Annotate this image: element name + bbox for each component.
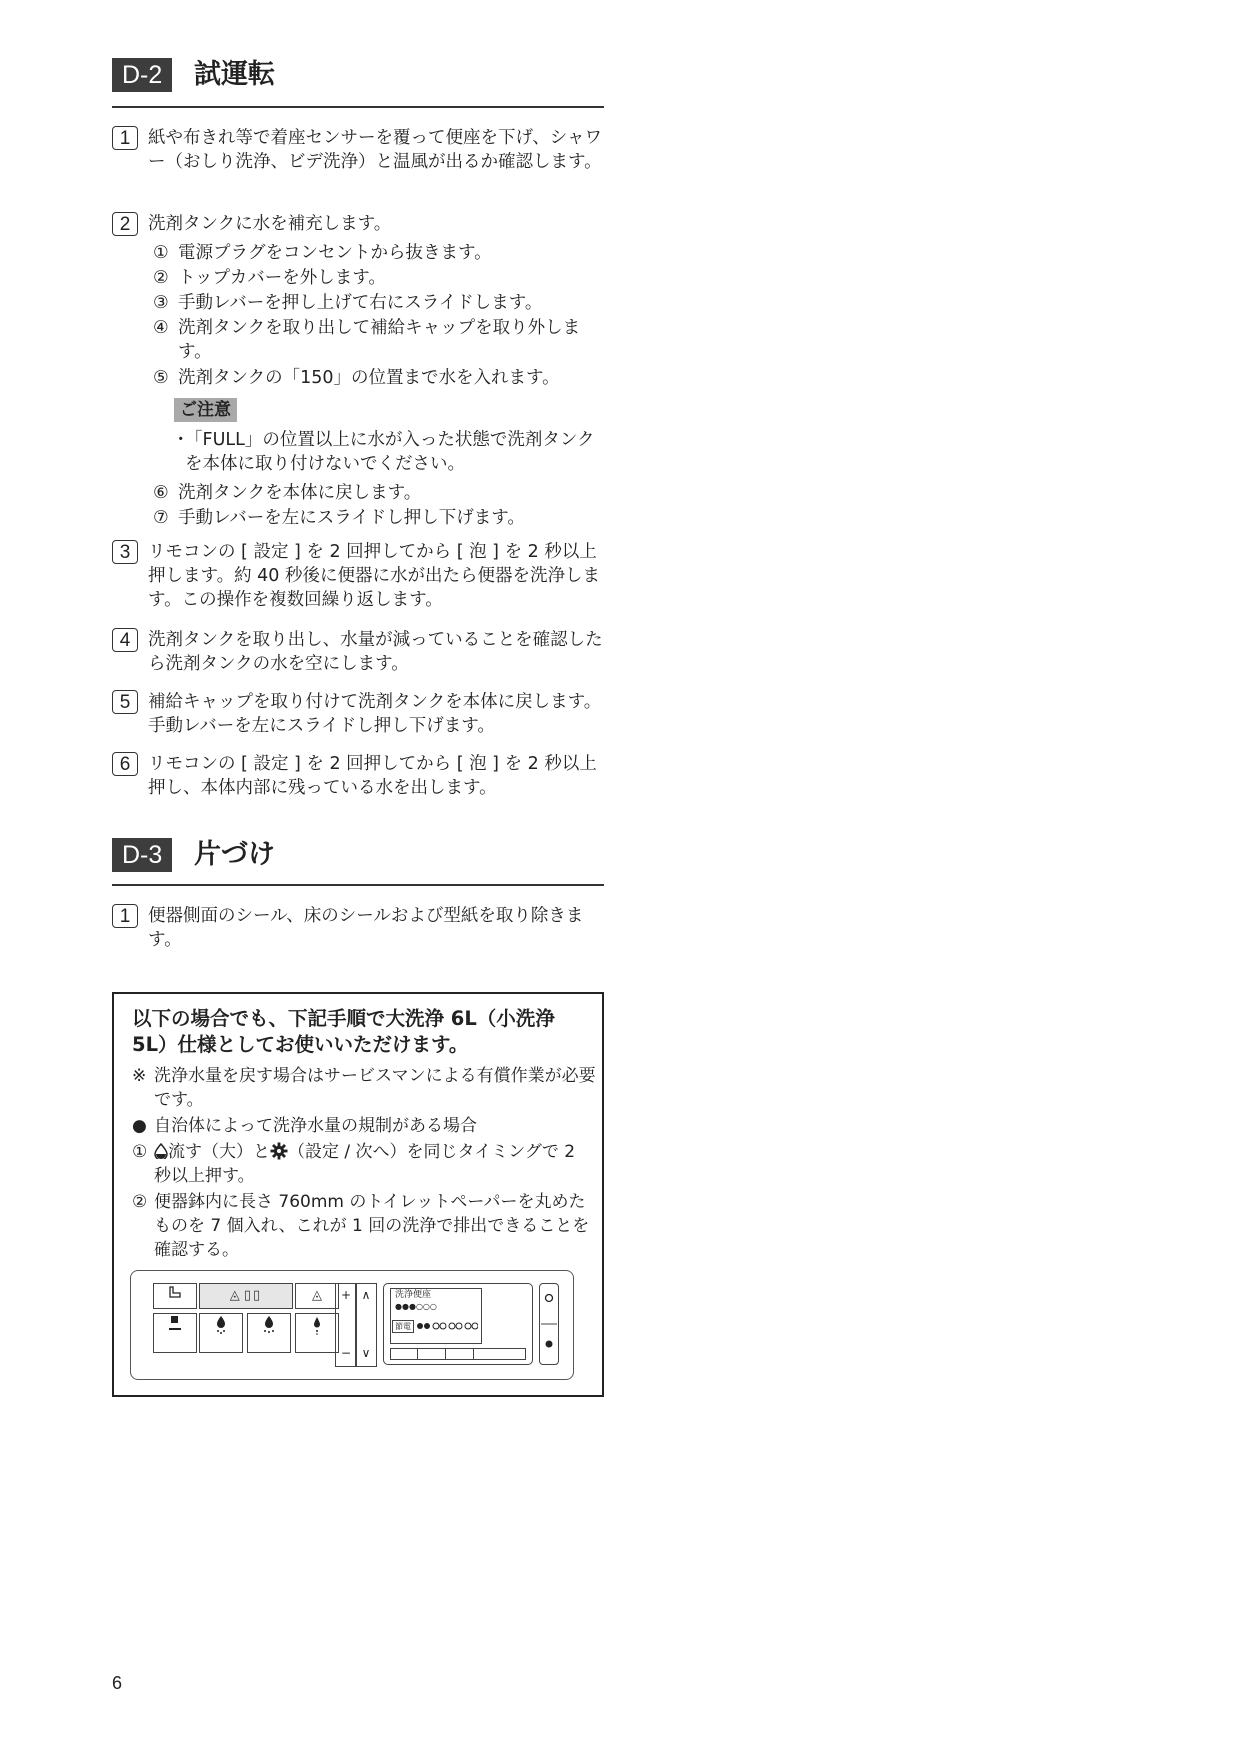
notice-step-text: 便器鉢内に長さ 760mm のトイレットペーパーを丸めたものを 7 個入れ、これが 1 回の洗浄で排出できることを確認する。 <box>154 1192 590 1260</box>
step-5 <box>112 690 608 738</box>
flush-small-button <box>295 1283 339 1309</box>
substep-marker: ⑥ <box>153 483 169 503</box>
display-dots: ●●●○○○ <box>395 1302 437 1311</box>
substep <box>153 366 608 390</box>
power-icon <box>540 1284 558 1364</box>
substep <box>153 506 608 530</box>
substep-marker: ④ <box>153 318 169 338</box>
section-title: 片づけ <box>194 839 275 870</box>
substep-marker: ① <box>153 243 169 263</box>
display-title: 洗浄便座 <box>395 1290 432 1300</box>
plus-label: + <box>340 1288 352 1302</box>
page-number: 6 <box>112 1673 123 1693</box>
panel-button-row <box>390 1348 526 1360</box>
notice-box <box>112 992 604 1397</box>
step-text: 補給キャップを取り付けて洗剤タンクを本体に戻します。手動レバーを左にスライドし押し下げます。 <box>148 692 602 736</box>
divider <box>417 1349 418 1359</box>
substep-text: トップカバーを外します。 <box>178 268 386 288</box>
caution-bullet <box>172 428 608 476</box>
step-1 <box>112 126 608 174</box>
step-text: 洗剤タンクを取り出し、水量が減っていることを確認したら洗剤タンクの水を空にします。 <box>148 630 603 674</box>
substep <box>153 241 608 265</box>
display-area <box>390 1288 482 1344</box>
water-drop-icon <box>154 1143 168 1159</box>
power-save-label: 節電 <box>392 1320 414 1333</box>
caution-text: 「FULL」の位置以上に水が入った状態で洗剤タンクを本体に取り付けないでください。 <box>185 430 595 474</box>
substep <box>153 291 608 315</box>
substep <box>153 316 608 364</box>
step-number: 2 <box>112 212 138 236</box>
note-text: 洗浄水量を戻す場合はサービスマンによる有償作業が必要です。 <box>154 1066 596 1110</box>
side-buttons <box>539 1283 559 1365</box>
step-marker: ① <box>132 1142 148 1162</box>
flush-bars-icon: ▯▯ <box>243 1288 263 1303</box>
divider <box>445 1349 446 1359</box>
gear-icon <box>270 1142 288 1160</box>
substep-marker: ③ <box>153 293 169 313</box>
notice-note <box>132 1064 597 1112</box>
down-label: ∨ <box>361 1346 371 1360</box>
step-4 <box>112 628 608 676</box>
notice-step-text-a: 流す（大）と <box>168 1142 270 1162</box>
case-marker: ● <box>132 1116 147 1136</box>
step-text: 便器側面のシール、床のシールおよび型紙を取り除きます。 <box>148 906 584 950</box>
step-text: 紙や布きれ等で着座センサーを覆って便座を下げ、シャワー（おしり洗浄、ビデ洗浄）と温風が出るか確認します。 <box>148 128 602 172</box>
flush-large-button <box>199 1283 293 1309</box>
step-number: 5 <box>112 690 138 714</box>
lid-icon <box>167 1285 183 1299</box>
divider <box>473 1349 474 1359</box>
flush-large-icon: ◬ <box>229 1288 240 1303</box>
up-label: ∧ <box>361 1288 371 1302</box>
shower-icon <box>213 1314 229 1336</box>
soft-shower-button <box>247 1313 291 1353</box>
notice-case <box>132 1114 597 1138</box>
pressure-adjust-button <box>335 1283 357 1367</box>
section-number: D-3 <box>112 838 172 872</box>
section-title: 試運転 <box>194 59 275 90</box>
notice-step-text-b: （設定 / 次へ）を同じタイミングで 2 秒以上押す。 <box>154 1142 576 1186</box>
substep-text: 手動レバーを左にスライドし押し下げます。 <box>178 508 525 528</box>
step-2 <box>112 212 608 236</box>
caution-badge: ご注意 <box>174 398 237 422</box>
substep-text: 洗剤タンクを取り出して補給キャップを取り外します。 <box>178 318 581 362</box>
stop-button <box>153 1313 197 1353</box>
minus-label: − <box>340 1346 352 1360</box>
step-text: リモコンの [ 設定 ] を 2 回押してから [ 泡 ] を 2 秒以上押します。約 40 秒後に便器に水が出たら便器を洗浄します。この操作を複数回繰り返します。 <box>148 542 600 610</box>
step-number: 1 <box>112 904 138 928</box>
substep-marker: ② <box>153 268 169 288</box>
soft-shower-icon <box>261 1314 277 1336</box>
settings-panel <box>383 1283 533 1365</box>
stop-icon <box>168 1314 182 1336</box>
step-number: 3 <box>112 540 138 564</box>
notice-step-1 <box>132 1140 597 1188</box>
notice-title: 以下の場合でも、下記手順で大洗浄 6L（小洗浄 5L）仕様としてお使いいただけます。 <box>132 1007 555 1056</box>
note-marker: ※ <box>132 1066 147 1086</box>
step-text: リモコンの [ 設定 ] を 2 回押してから [ 泡 ] を 2 秒以上押し、本体内部に残っている水を出します。 <box>148 754 597 798</box>
step-6 <box>112 752 608 800</box>
substep-text: 電源プラグをコンセントから抜きます。 <box>178 243 492 263</box>
substep <box>153 481 608 505</box>
indicator-row-icon <box>416 1320 478 1332</box>
substep-marker: ⑤ <box>153 368 169 388</box>
bullet-marker: ・ <box>172 430 190 450</box>
bidet-icon <box>309 1314 325 1336</box>
step-marker: ② <box>132 1192 148 1212</box>
step-3 <box>112 540 608 612</box>
section-d2-header <box>112 58 604 108</box>
section-number: D-2 <box>112 58 172 92</box>
step-number: 6 <box>112 752 138 776</box>
substep-text: 洗剤タンクを本体に戻します。 <box>178 483 422 503</box>
section-d3-header <box>112 838 604 886</box>
substep <box>153 266 608 290</box>
position-adjust-button <box>355 1283 377 1367</box>
substep-marker: ⑦ <box>153 508 169 528</box>
toilet-lid-button <box>153 1283 197 1309</box>
notice-step-text <box>154 1140 597 1188</box>
step-number: 1 <box>112 126 138 150</box>
notice-step-2 <box>132 1190 597 1262</box>
substep-text: 洗剤タンクの「150」の位置まで水を入れます。 <box>178 368 560 388</box>
remote-control-illustration <box>130 1270 574 1380</box>
bidet-button <box>295 1313 339 1353</box>
substep-text: 手動レバーを押し上げて右にスライドします。 <box>178 293 543 313</box>
step-text: 洗剤タンクに水を補充します。 <box>148 214 392 234</box>
d3-step-1 <box>112 904 608 952</box>
step-number: 4 <box>112 628 138 652</box>
flush-small-icon: ◬ <box>312 1288 322 1303</box>
case-text: 自治体によって洗浄水量の規制がある場合 <box>154 1116 477 1136</box>
shower-button <box>199 1313 243 1353</box>
